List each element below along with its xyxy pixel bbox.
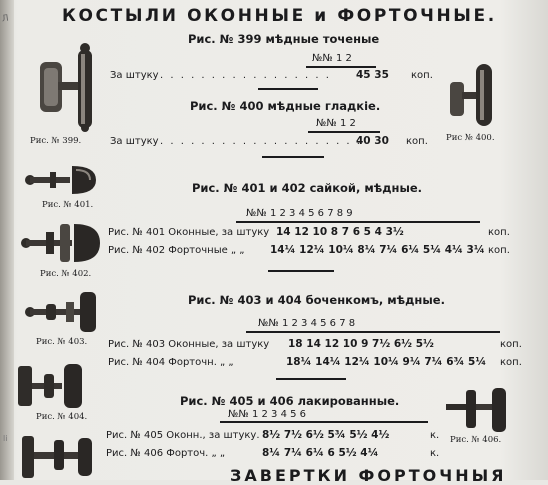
section-405-numbers: №№ 1 2 3 4 5 6 [228,409,307,420]
section-403-row1-values: 18 14 12 10 9 7½ 6½ 5½ [288,338,434,350]
section-403-number-rule [246,331,500,333]
section-401-numbers: №№ 1 2 3 4 5 6 7 8 9 [246,208,353,219]
section-406-row2-unit: к. [430,448,440,459]
section-405-row1-values: 8½ 7½ 6½ 5¾ 5½ 4½ [262,429,390,441]
book-spine [0,0,14,480]
page-title: КОСТЫЛИ ОКОННЫЕ и ФОРТОЧНЫЕ. [62,6,497,26]
figure-399-caption: Рис. № 399. [30,136,82,146]
section-403-separator [276,378,346,380]
section-400-unit: коп. [406,136,428,147]
figure-400-handle-illustration [446,60,506,130]
section-401-heading: Рис. № 401 и 402 сайкой, мѣдные. [192,181,423,195]
section-399-prices: 45 35 [356,69,389,81]
spine-mark: Л [1,13,10,25]
section-402-row2-label: Рис. № 402 Форточные „ „ [108,245,245,256]
section-405-heading: Рис. № 405 и 406 лакированные. [180,394,400,408]
section-401-separator [268,270,334,272]
next-section-title: ЗАВЕРТКИ ФОРТОЧНЫЯ [230,466,507,485]
section-399-row-label: За штуку [110,70,159,81]
section-400-heading: Рис. № 400 мѣдные гладкіе. [190,99,381,113]
section-399-unit: коп. [411,70,433,81]
section-399-numbers: №№ 1 2 [312,53,352,64]
section-400-prices: 40 30 [356,135,389,147]
figure-401-handle-illustration [20,160,100,200]
section-399-heading: Рис. № 399 мѣдные точеные [188,32,380,46]
figure-403-handle-illustration [22,290,102,334]
section-404-row2-unit: коп. [500,357,522,368]
section-402-row2-values: 14¼ 12¼ 10¼ 8¼ 7¼ 6¼ 5¼ 4¼ 3¼ [270,244,485,256]
figure-402-caption: Рис. № 402. [40,269,92,279]
section-404-row2-label: Рис. № 404 Форточн. „ „ [108,357,234,368]
section-400-separator [262,156,324,158]
section-406-row2-label: Рис. № 406 Форточ. „ „ [106,448,226,459]
section-403-numbers: №№ 1 2 3 4 5 6 7 8 [258,318,356,329]
section-401-number-rule [236,221,480,223]
section-406-row2-values: 8¼ 7¼ 6¼ 6 5½ 4¼ [262,447,379,459]
section-405-number-rule [220,421,428,423]
figure-401-caption: Рис. № 401. [42,200,94,210]
section-401-row1-unit: коп. [488,227,510,238]
figure-406-caption: Рис. № 406. [450,435,502,445]
figure-404-caption: Рис. № 404. [36,412,88,422]
figure-406-handle-illustration [18,432,98,480]
section-400-numbers: №№ 1 2 [316,118,356,129]
section-400-leader-dots: . . . . . . . . . . . . . . . . . . . . [160,136,362,147]
section-403-row1-unit: коп. [500,339,522,350]
figure-399-handle-illustration [34,42,104,134]
section-400-number-rule [308,131,380,133]
section-401-row1-label: Рис. № 401 Оконные, за штуку [108,227,270,238]
figure-404-handle-illustration [14,360,94,412]
section-403-row1-label: Рис. № 403 Оконные, за штуку [108,339,270,350]
section-401-row1-values: 14 12 10 8 7 6 5 4 3½ [276,226,404,238]
section-399-number-rule [306,66,376,68]
figure-400-caption: Рис № 400. [446,133,495,143]
section-405-row1-label: Рис. № 405 Оконн., за штуку. [106,430,260,441]
section-400-row-label: За штуку [110,136,159,147]
spine-mark-lower: li [3,434,8,443]
figure-405-handle-illustration [442,386,512,434]
figure-403-caption: Рис. № 403. [36,337,88,347]
section-405-row1-unit: к. [430,430,440,441]
section-402-row2-unit: коп. [488,245,510,256]
figure-402-handle-illustration [18,218,102,268]
section-404-row2-values: 18¼ 14¼ 12¼ 10¼ 9¼ 7¼ 6¾ 5¼ [286,356,487,368]
section-399-separator [258,88,318,90]
section-403-heading: Рис. № 403 и 404 боченкомъ, мѣдные. [188,293,445,307]
section-399-leader-dots: . . . . . . . . . . . . . . . . . [160,70,331,81]
